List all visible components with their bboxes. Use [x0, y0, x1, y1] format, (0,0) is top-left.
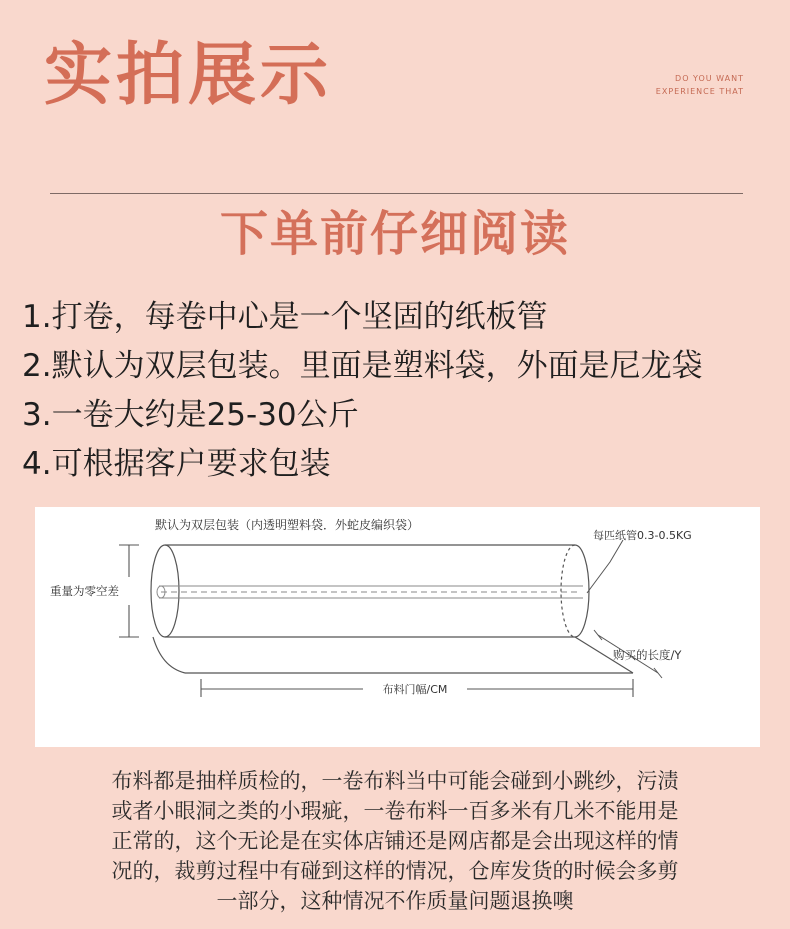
note-line: 况的，裁剪过程中有碰到这样的情况，仓库发货的时候会多剪	[111, 859, 679, 883]
note-line: 正常的，这个无论是在实体店铺还是网店都是会出现这样的情	[111, 829, 679, 853]
rule-item: 4.可根据客户要求包装	[22, 446, 331, 482]
rule-item: 3.一卷大约是25-30公斤	[22, 397, 359, 433]
unrolled-fabric	[153, 637, 633, 673]
note-line: 或者小眼洞之类的小瑕疵，一卷布料一百多米有几米不能用是	[111, 799, 679, 823]
quality-note	[60, 766, 730, 916]
weight-dimension	[119, 545, 139, 637]
subtitle-line-1: DO YOU WANT	[675, 74, 744, 83]
paper-core-tube	[157, 586, 583, 598]
header-divider	[50, 193, 743, 194]
core-pointer	[587, 540, 623, 593]
roll-cylinder	[151, 545, 589, 637]
rule-item: 1.打卷，每卷中心是一个坚固的纸板管	[22, 299, 548, 335]
length-label: 购买的长度/Y	[613, 648, 682, 662]
core-label: 每匹纸管0.3-0.5KG	[593, 529, 692, 542]
section-heading: 下单前仔细阅读	[219, 206, 570, 262]
page-title: 实拍展示	[44, 36, 333, 115]
fabric-roll-diagram	[35, 507, 760, 747]
rules-list	[22, 293, 703, 489]
subtitle-line-2: EXPERIENCE THAT	[655, 87, 744, 96]
width-label: 布料门幅/CM	[382, 683, 448, 696]
page-subtitle	[656, 72, 744, 98]
weight-label: 重量为零空差	[50, 584, 119, 598]
fabric-roll-drawing	[35, 507, 760, 747]
diagram-top-label: 默认为双层包装（内透明塑料袋．外蛇皮编织袋）	[155, 518, 420, 532]
rule-item: 2.默认为双层包装。里面是塑料袋，外面是尼龙袋	[22, 348, 703, 384]
note-line: 一部分，这种情况不作质量问题退换噢	[216, 889, 574, 913]
note-line: 布料都是抽样质检的，一卷布料当中可能会碰到小跳纱，污渍	[111, 769, 679, 793]
